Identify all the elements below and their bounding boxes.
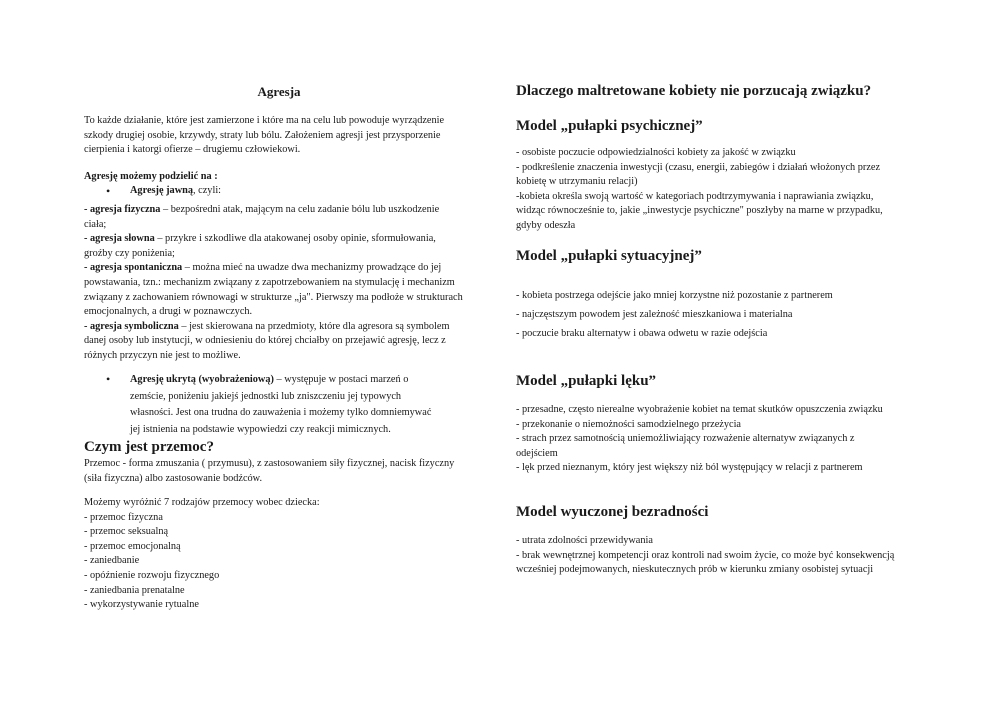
heading-przemoc: Czym jest przemoc? (84, 439, 214, 455)
bullet-agresja-ukryta: • Agresję ukrytą (wyobrażeniową) – występuje w postaci marzeń o zemście, poniżeniu jakiejś jednostki lub zniszczeniu jej typowych własności. Jest ona trudna do zauważenia i możemy tylko domniemywać jej istnienia na podstawie wypowiedzi czy reakcji mimicznych. (84, 372, 431, 438)
type-line: - agresja spontaniczna – można mieć na uwadze dwa mechanizmy prowadzące do jej (84, 262, 442, 274)
violence-types (84, 496, 320, 613)
type-line: powstawania, tzn.: mechanizm związany z zapotrzebowaniem na stymulację i mechanizm (84, 276, 455, 288)
heading-model-4: Model wyuczonej bezradności (516, 504, 709, 520)
list-item: - przekonanie o niemożności samodzielnego przeżycia (516, 418, 742, 430)
list-item: - przemoc emocjonalną (84, 540, 181, 552)
type-line: - agresja fizyczna – bezpośredni atak, mającym na celu zadanie bólu lub uszkodzenie (84, 204, 440, 215)
intro-line: To każde działanie, które jest zamierzone i które ma na celu lub powoduje wyrządzenie (84, 115, 445, 126)
title-agresja: Agresja (257, 84, 301, 99)
divide-label: Agresję możemy podzielić na : (84, 171, 218, 182)
list-item: kobietę w utrzymaniu relacji) (516, 176, 638, 188)
list-item: wcześniej podejmowanych, nieskutecznych prób w kierunku zmiany osobistej sytuacji (516, 564, 874, 576)
heading-model-3: Model „pułapki lęku” (516, 373, 657, 389)
list-item: - utrata zdolności przewidywania (516, 535, 653, 546)
list-item: - podkreślenie znaczenia inwestycji (czasu, energii, zabiegów i działań włożonych przez (516, 161, 881, 173)
aggression-types (84, 203, 463, 364)
bullet-icon (84, 184, 130, 201)
intro-paragraph (84, 114, 444, 158)
bullet-agresja-jawna (84, 184, 221, 201)
list-item: gdyby odeszła (516, 219, 576, 231)
bullet-rest: , czyli: (193, 185, 222, 196)
heading-model-2: Model „pułapki sytuacyjnej” (516, 248, 702, 264)
list-item: - kobieta postrzega odejście jako mniej korzystne niż pozostanie z partnerem (516, 290, 833, 301)
list-item: - osobiste poczucie odpowiedzialności kobiety za jakość w związku (516, 147, 796, 158)
list-item: -kobieta określa swoją wartość w kategoriach podtrzymywania i naprawiania związku, (516, 190, 874, 202)
bullet-bold: Agresję jawną (130, 185, 194, 196)
bullet-icon (84, 372, 130, 438)
list-item: - zaniedbania prenatalne (84, 584, 185, 596)
type-line: różnych przyczyn nie jest to możliwe. (84, 349, 241, 361)
list-item: - opóźnienie rozwoju fizycznego (84, 569, 220, 581)
type-line: ciała; (84, 218, 107, 230)
type-line: - agresja symboliczna – jest skierowana na przedmioty, które dla agresora są symbolem (84, 320, 450, 332)
list-item: - przemoc fizyczna (84, 511, 163, 523)
list-item: - przesadne, często nierealne wyobrażenie kobiet na temat skutków opuszczenia związku (516, 404, 883, 415)
type-line: związany z zachowaniem równowagi w strukturze „ja". Pierwszy ma podłoże w strukturach (84, 291, 463, 303)
type-line: emocjonalnych, a drugi w poznawczych. (84, 306, 253, 318)
type-line: danej osoby lub instytucji, w odniesieniu do której chciałby on przejawić agresję, lecz z (84, 335, 446, 347)
model-4-list (516, 534, 894, 578)
list-item: - brak wewnętrznej kompetencji oraz kontroli nad swoim życie, co może być konsekwencją (516, 549, 895, 561)
type-line: - agresja słowna – przykre i szkodliwe dla atakowanej osoby opinie, sformułowania, (84, 233, 436, 245)
title-dlaczego: Dlaczego maltretowane kobiety nie porzucają związku? (516, 83, 872, 99)
list-item: - wykorzystywanie rytualne (84, 599, 199, 611)
model-1-list (516, 146, 883, 234)
intro-line: szkody drugiej osobie, krzywdy, straty lub bólu. Założeniem agresji jest przysporzenie (84, 129, 441, 141)
heading-model-1: Model „pułapki psychicznej” (516, 118, 703, 134)
list-item: - lęk przed nieznanym, który jest większy niż ból występujący w relacji z partnerem (516, 462, 863, 474)
model-3-list (516, 403, 883, 476)
list-item: - najczęstszym powodem jest zależność mieszkaniowa i materialna (516, 309, 793, 320)
violence-types-intro: Możemy wyróżnić 7 rodzajów przemocy wobec dziecka: (84, 497, 320, 508)
type-line: groźby czy poniżenia; (84, 247, 175, 259)
violence-definition: Przemoc - forma zmuszania ( przymusu), z zastosowaniem siły fizycznej, nacisk fizyczny (siła fizyczna) albo zastosowanie bodźców. (84, 458, 455, 484)
intro-line: cierpienia i katorgi ofierze – drugiemu człowiekowi. (84, 144, 301, 156)
model-2-list (516, 286, 833, 343)
list-item: - poczucie braku alternatyw i obawa odwetu w razie odejścia (516, 328, 768, 339)
list-item: odejściem (516, 447, 558, 459)
list-item: - przemoc seksualną (84, 526, 169, 538)
list-item: - zaniedbanie (84, 555, 140, 567)
list-item: - strach przez samotnością uniemożliwiający rozważenie alternatyw związanych z (516, 433, 855, 445)
list-item: widząc równocześnie to, jakie „inwestycje psychiczne" poszłyby na marne w przypadku, (516, 205, 883, 217)
